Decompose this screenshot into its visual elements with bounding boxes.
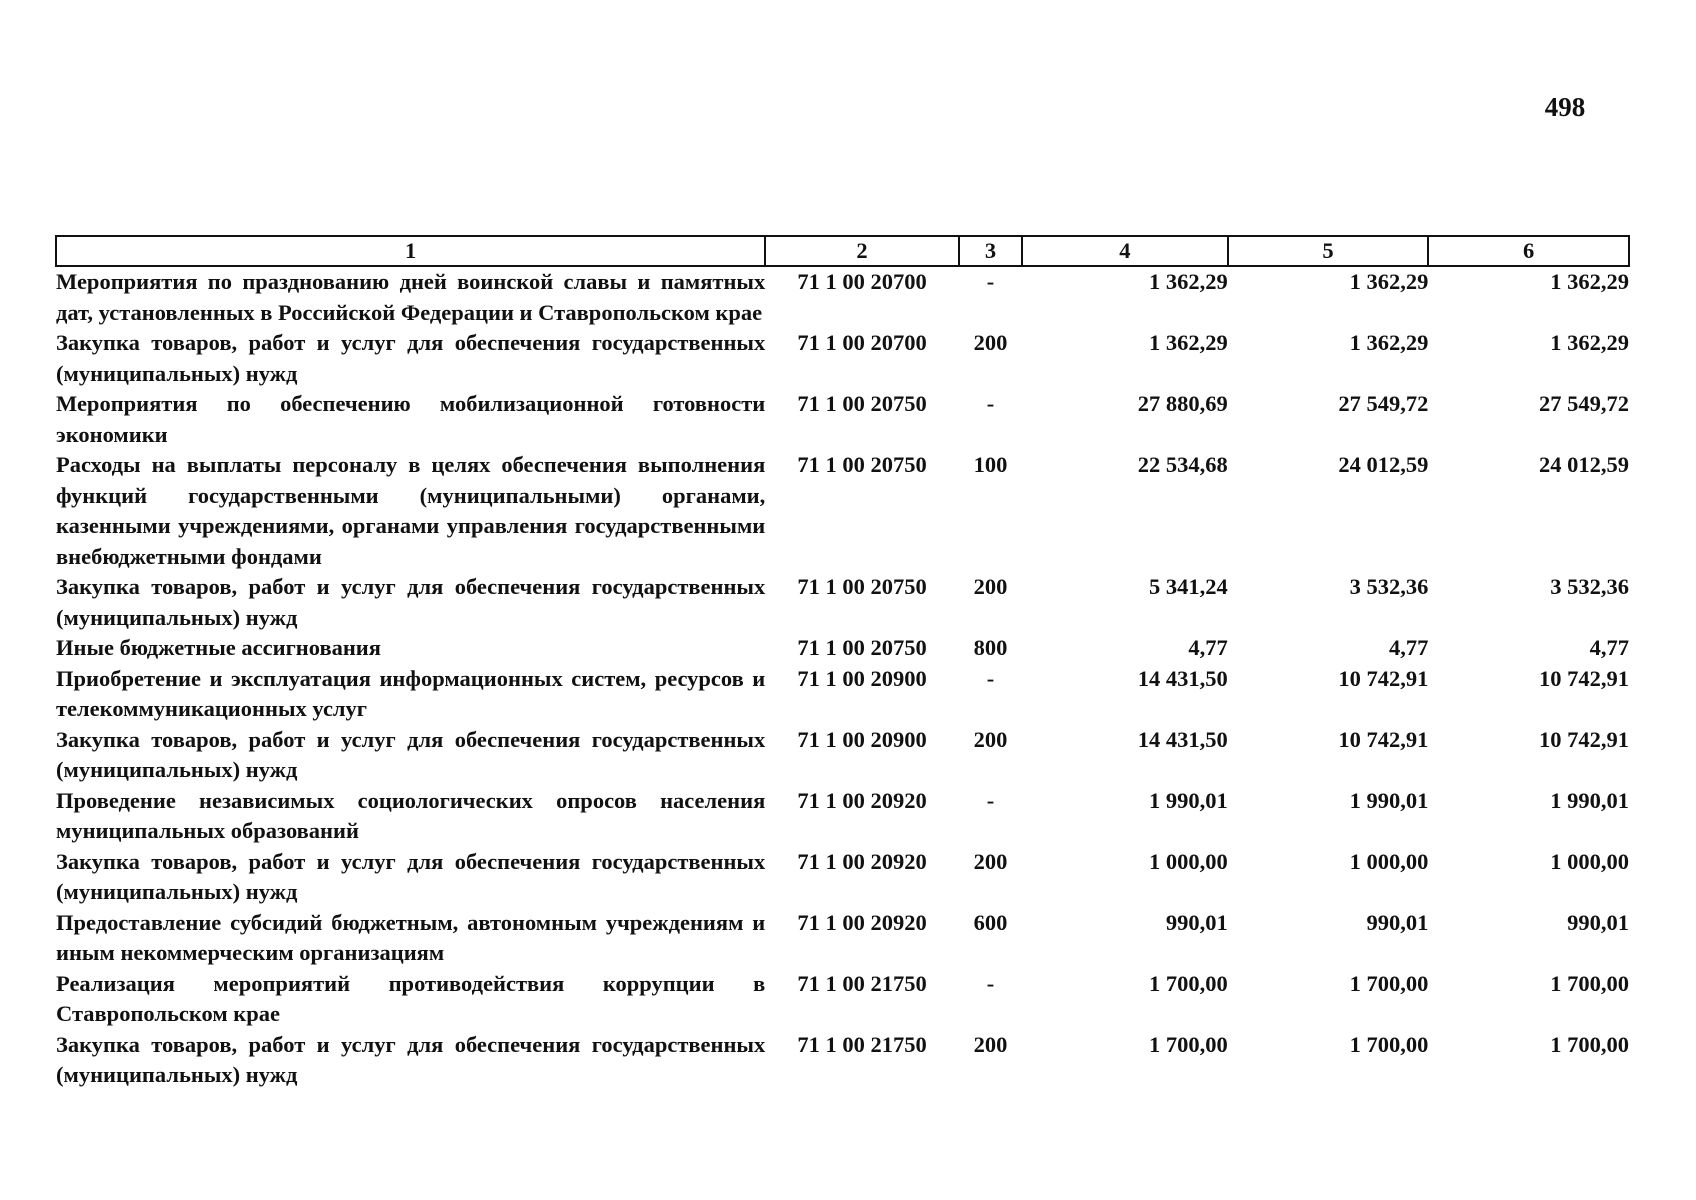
row-value-col6: 1 990,01 bbox=[1550, 787, 1629, 813]
row-name: Закупка товаров, работ и услуг для обеспечения государственных (муниципальных) нужд bbox=[56, 726, 766, 782]
row-value-col6: 10 742,91 bbox=[1539, 726, 1629, 752]
row-value-col6: 4,77 bbox=[1589, 635, 1629, 660]
row-code: 71 1 00 21750 bbox=[797, 1031, 927, 1057]
column-header-6: 6 bbox=[1428, 236, 1629, 266]
row-value-col4: 27 880,69 bbox=[1137, 391, 1228, 416]
row-expense-type: 800 bbox=[973, 635, 1008, 660]
row-value-col4: 990,01 bbox=[1165, 909, 1228, 935]
table-row bbox=[56, 969, 1629, 1030]
row-expense-type: 200 bbox=[973, 330, 1008, 355]
row-value-col5: 4,77 bbox=[1388, 635, 1429, 660]
row-code: 71 1 00 20920 bbox=[797, 787, 927, 813]
column-header-2: 2 bbox=[765, 236, 959, 266]
row-name: Мероприятия по празднованию дней воинской славы и памятных дат, установленных в Российской Федерации и Ставропольском крае bbox=[56, 269, 766, 325]
row-expense-type: 600 bbox=[973, 909, 1008, 935]
row-value-col5: 1 700,00 bbox=[1349, 970, 1429, 996]
row-code: 71 1 00 21750 bbox=[797, 970, 927, 996]
row-expense-type: 200 bbox=[973, 574, 1008, 599]
row-value-col4: 5 341,24 bbox=[1148, 574, 1228, 599]
row-code: 71 1 00 20920 bbox=[797, 909, 927, 935]
row-value-col5: 990,01 bbox=[1366, 909, 1429, 935]
table-row bbox=[56, 450, 1629, 572]
table-row bbox=[56, 266, 1629, 328]
column-header-5: 5 bbox=[1228, 236, 1429, 266]
row-value-col5: 27 549,72 bbox=[1338, 391, 1429, 416]
row-value-col6: 1 700,00 bbox=[1550, 1031, 1629, 1057]
row-code: 71 1 00 20750 bbox=[797, 635, 927, 660]
row-value-col6: 990,01 bbox=[1567, 909, 1629, 935]
row-name: Проведение независимых социологических опросов населения муниципальных образований bbox=[56, 787, 766, 843]
row-code: 71 1 00 20750 bbox=[797, 391, 927, 416]
row-name: Реализация мероприятий противодействия коррупции в Ставропольском крае bbox=[56, 970, 766, 1026]
row-value-col6: 3 532,36 bbox=[1550, 574, 1629, 599]
row-expense-type: - bbox=[986, 665, 995, 691]
row-value-col5: 3 532,36 bbox=[1349, 574, 1429, 599]
row-value-col4: 1 362,29 bbox=[1148, 330, 1228, 355]
row-expense-type: 200 bbox=[973, 726, 1008, 752]
row-name: Иные бюджетные ассигнования bbox=[56, 635, 381, 660]
row-value-col6: 10 742,91 bbox=[1539, 665, 1629, 691]
row-code: 71 1 00 20700 bbox=[797, 269, 927, 294]
row-value-col4: 1 700,00 bbox=[1148, 970, 1228, 996]
table-row bbox=[56, 786, 1629, 847]
row-value-col6: 1 700,00 bbox=[1550, 970, 1629, 996]
table-row bbox=[56, 664, 1629, 725]
row-value-col4: 22 534,68 bbox=[1137, 452, 1228, 477]
table-row bbox=[56, 633, 1629, 664]
row-code: 71 1 00 20920 bbox=[797, 848, 927, 874]
table-row bbox=[56, 847, 1629, 908]
row-value-col6: 1 362,29 bbox=[1550, 330, 1629, 355]
row-value-col4: 4,77 bbox=[1188, 635, 1228, 660]
row-name: Расходы на выплаты персоналу в целях обеспечения выполнения функций государственными (муниципальными) органами, казенными учреждениями, органами управления государственными внебюджетными фондами bbox=[56, 452, 766, 569]
row-value-col6: 1 000,00 bbox=[1550, 848, 1629, 874]
row-value-col5: 10 742,91 bbox=[1338, 726, 1429, 752]
row-value-col6: 27 549,72 bbox=[1539, 391, 1629, 416]
row-expense-type: 200 bbox=[973, 848, 1008, 874]
row-code: 71 1 00 20750 bbox=[797, 452, 927, 477]
row-name: Закупка товаров, работ и услуг для обеспечения государственных (муниципальных) нужд bbox=[56, 574, 766, 630]
row-value-col4: 1 990,01 bbox=[1148, 787, 1228, 813]
table-row bbox=[56, 1030, 1629, 1091]
column-header-3: 3 bbox=[959, 236, 1022, 266]
row-code: 71 1 00 20750 bbox=[797, 574, 927, 599]
row-value-col4: 14 431,50 bbox=[1137, 665, 1228, 691]
row-value-col5: 1 700,00 bbox=[1349, 1031, 1429, 1057]
table-body bbox=[56, 266, 1629, 1091]
row-expense-type: - bbox=[986, 787, 995, 813]
column-header-4: 4 bbox=[1022, 236, 1228, 266]
row-name: Приобретение и эксплуатация информационных систем, ресурсов и телекоммуникационных услуг bbox=[56, 665, 766, 721]
column-header-1: 1 bbox=[56, 236, 765, 266]
row-name: Предоставление субсидий бюджетным, автономным учреждениям и иным некоммерческим организациям bbox=[56, 909, 766, 965]
row-value-col4: 1 700,00 bbox=[1148, 1031, 1228, 1057]
table-row bbox=[56, 389, 1629, 450]
row-value-col4: 1 000,00 bbox=[1148, 848, 1228, 874]
table-row bbox=[56, 725, 1629, 786]
row-value-col5: 1 362,29 bbox=[1349, 269, 1429, 294]
row-value-col5: 24 012,59 bbox=[1338, 452, 1429, 477]
header-row bbox=[56, 236, 1629, 266]
row-name: Закупка товаров, работ и услуг для обеспечения государственных (муниципальных) нужд bbox=[56, 848, 766, 904]
budget-table bbox=[55, 235, 1630, 1091]
row-value-col6: 24 012,59 bbox=[1539, 452, 1629, 477]
table-row bbox=[56, 572, 1629, 633]
row-value-col5: 1 362,29 bbox=[1349, 330, 1429, 355]
row-expense-type: 100 bbox=[973, 452, 1008, 477]
row-expense-type: - bbox=[986, 391, 995, 416]
row-value-col4: 14 431,50 bbox=[1137, 726, 1228, 752]
row-code: 71 1 00 20900 bbox=[797, 726, 927, 752]
row-name: Закупка товаров, работ и услуг для обеспечения государственных (муниципальных) нужд bbox=[56, 330, 766, 386]
row-value-col5: 10 742,91 bbox=[1338, 665, 1429, 691]
row-expense-type: - bbox=[986, 269, 995, 294]
row-code: 71 1 00 20900 bbox=[797, 665, 927, 691]
row-value-col6: 1 362,29 bbox=[1550, 269, 1629, 294]
row-name: Закупка товаров, работ и услуг для обеспечения государственных (муниципальных) нужд bbox=[56, 1031, 766, 1087]
table-row bbox=[56, 908, 1629, 969]
row-name: Мероприятия по обеспечению мобилизационной готовности экономики bbox=[56, 391, 766, 447]
table-row bbox=[56, 328, 1629, 389]
row-value-col5: 1 990,01 bbox=[1349, 787, 1429, 813]
row-expense-type: - bbox=[986, 970, 995, 996]
row-value-col4: 1 362,29 bbox=[1148, 269, 1228, 294]
table-header bbox=[56, 236, 1629, 266]
row-value-col5: 1 000,00 bbox=[1349, 848, 1429, 874]
row-code: 71 1 00 20700 bbox=[797, 330, 927, 355]
row-expense-type: 200 bbox=[973, 1031, 1008, 1057]
page-number: 498 bbox=[1544, 92, 1586, 122]
